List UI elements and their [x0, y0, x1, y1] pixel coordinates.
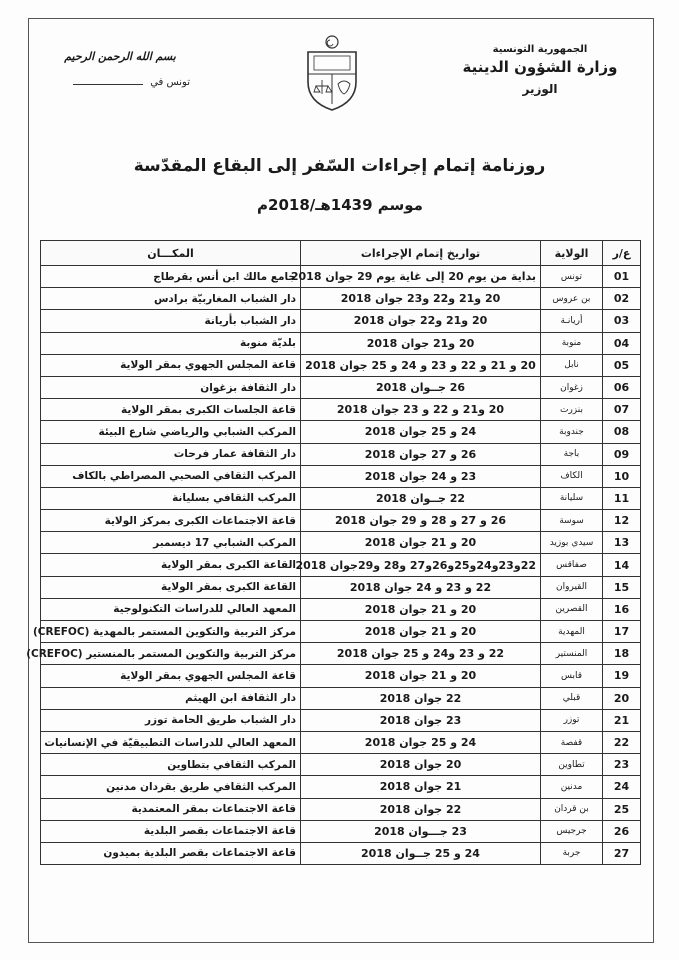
table-row: [41, 354, 641, 376]
governorate-cell: مدنين: [541, 776, 603, 798]
table-row: [41, 687, 641, 709]
governorate-cell: نابل: [541, 354, 603, 376]
table-row: [41, 598, 641, 620]
row-number: 09: [603, 443, 641, 465]
row-number: 08: [603, 421, 641, 443]
row-number: 05: [603, 354, 641, 376]
office-label: الوزير: [522, 82, 558, 96]
place-date-line: [50, 77, 190, 88]
dates-cell: 21 جوان 2018: [301, 776, 541, 798]
dates-cell: 22 جــوان 2018: [301, 487, 541, 509]
table-row: [41, 820, 641, 842]
governorate-cell: بن قردان: [541, 798, 603, 820]
table-row: [41, 731, 641, 753]
governorate-cell: منوبة: [541, 332, 603, 354]
row-number: 12: [603, 510, 641, 532]
place-cell: مركز التربية والتكوين المستمر بالمهدية (CREFOC): [41, 621, 301, 643]
table-row: [41, 376, 641, 398]
governorate-cell: جربة: [541, 842, 603, 864]
row-number: 21: [603, 709, 641, 731]
place-cell: قاعة الاجتماعات الكبرى بمركز الولاية: [41, 510, 301, 532]
table-row: [41, 576, 641, 598]
table-row: [41, 665, 641, 687]
governorate-cell: القيروان: [541, 576, 603, 598]
place-cell: دار الشباب المغاربيّة برادس: [41, 288, 301, 310]
dates-cell: 20 و 21 جوان 2018: [301, 621, 541, 643]
row-number: 11: [603, 487, 641, 509]
governorate-cell: القصرين: [541, 598, 603, 620]
dates-cell: 24 و 25 جوان 2018: [301, 421, 541, 443]
table-row: [41, 332, 641, 354]
place-cell: القاعة الكبرى بمقر الولاية: [41, 554, 301, 576]
dates-cell: 22 جوان 2018: [301, 798, 541, 820]
place-cell: قاعة الاجتماعات بقصر البلدية: [41, 820, 301, 842]
ministry-label: وزارة الشؤون الدينية: [462, 58, 618, 76]
place-cell: دار الثقافة ابن الهيثم: [41, 687, 301, 709]
place-cell: قاعة الجلسات الكبرى بمقر الولاية: [41, 399, 301, 421]
table-row: [41, 842, 641, 864]
table-row: [41, 798, 641, 820]
governorate-cell: قفصة: [541, 731, 603, 753]
governorate-cell: المهدية: [541, 621, 603, 643]
dates-cell: 24 و 25 جوان 2018: [301, 731, 541, 753]
date-blank-line: [73, 84, 143, 85]
dates-cell: 20 و 21 و 22 و 23 و 24 و 25 جوان 2018: [301, 354, 541, 376]
dates-cell: 20 و 21 جوان 2018: [301, 598, 541, 620]
governorate-cell: الكاف: [541, 465, 603, 487]
table-row: [41, 487, 641, 509]
place-cell: بلديّة منوبة: [41, 332, 301, 354]
place-cell: المركب الشبابي 17 ديسمبر: [41, 532, 301, 554]
dates-cell: بداية من يوم 20 إلى غاية يوم 29 جوان 2018: [301, 266, 541, 288]
governorate-cell: جندوبة: [541, 421, 603, 443]
table-row: [41, 310, 641, 332]
table-header-row: [41, 241, 641, 266]
dates-cell: 22 و 23 و24 و 25 جوان 2018: [301, 643, 541, 665]
table-row: [41, 621, 641, 643]
letterhead-ministry: [455, 44, 625, 96]
row-number: 01: [603, 266, 641, 288]
row-number: 02: [603, 288, 641, 310]
table-row: [41, 754, 641, 776]
dates-cell: 22 و 23 و 24 جوان 2018: [301, 576, 541, 598]
governorate-cell: سليانة: [541, 487, 603, 509]
row-number: 14: [603, 554, 641, 576]
place-cell: قاعة الاجتماعات بقصر البلدية بميدون: [41, 842, 301, 864]
governorate-cell: المنستير: [541, 643, 603, 665]
header-governorate: الولاية: [541, 241, 603, 266]
table-row: [41, 776, 641, 798]
dates-cell: 20 و21 جوان 2018: [301, 332, 541, 354]
place-cell: دار الشباب طريق الحامة توزر: [41, 709, 301, 731]
place-cell: القاعة الكبرى بمقر الولاية: [41, 576, 301, 598]
row-number: 19: [603, 665, 641, 687]
row-number: 26: [603, 820, 641, 842]
dates-cell: 20 و21 و22 و23 جوان 2018: [301, 288, 541, 310]
place-cell: المعهد العالي للدراسات التكنولوجية: [41, 598, 301, 620]
governorate-cell: باجة: [541, 443, 603, 465]
republic-label: الجمهورية التونسية: [492, 44, 588, 55]
governorate-cell: تطاوين: [541, 754, 603, 776]
document-subtitle: موسم 1439هـ/2018م: [257, 196, 423, 214]
governorate-cell: قبلي: [541, 687, 603, 709]
table-row: [41, 465, 641, 487]
row-number: 23: [603, 754, 641, 776]
place-cell: قاعة المجلس الجهوي بمقر الولاية: [41, 665, 301, 687]
governorate-cell: زغوان: [541, 376, 603, 398]
header-num: ع/ر: [603, 241, 641, 266]
governorate-cell: توزر: [541, 709, 603, 731]
row-number: 06: [603, 376, 641, 398]
governorate-cell: بنزرت: [541, 399, 603, 421]
row-number: 16: [603, 598, 641, 620]
dates-cell: 23 و 24 جوان 2018: [301, 465, 541, 487]
document-title: روزنامة إتمام إجراءات السّفر إلى البقاع المقدّسة: [133, 156, 546, 176]
place-cell: المركب الشبابي والرياضي شارع البيئة: [41, 421, 301, 443]
table-row: [41, 554, 641, 576]
dates-cell: 20 جوان 2018: [301, 754, 541, 776]
dates-cell: 20 و 21 جوان 2018: [301, 532, 541, 554]
row-number: 10: [603, 465, 641, 487]
table-row: [41, 532, 641, 554]
table-row: [41, 266, 641, 288]
governorate-cell: سيدي بوزيد: [541, 532, 603, 554]
coat-of-arms-icon: [300, 34, 364, 112]
row-number: 13: [603, 532, 641, 554]
table-row: [41, 709, 641, 731]
place-cell: قاعة الاجتماعات بمقر المعتمدية: [41, 798, 301, 820]
row-number: 22: [603, 731, 641, 753]
dates-cell: 22و23و24و25و26و27 و28 و29جوان 2018: [301, 554, 541, 576]
place-cell: مركز التربية والتكوين المستمر بالمنستير (CREFOC): [41, 643, 301, 665]
governorate-cell: قابس: [541, 665, 603, 687]
place-cell: دار الثقافة عمار فرحات: [41, 443, 301, 465]
row-number: 15: [603, 576, 641, 598]
place-cell: المركب الثقافي بتطاوين: [41, 754, 301, 776]
place-cell: قاعة المجلس الجهوي بمقر الولاية: [41, 354, 301, 376]
governorate-cell: سوسة: [541, 510, 603, 532]
place-cell: المركب الثقافي بسليانة: [41, 487, 301, 509]
table-row: [41, 443, 641, 465]
table-row: [41, 288, 641, 310]
table-row: [41, 510, 641, 532]
place-cell: المركب الثقافي الصحبي المصراطي بالكاف: [41, 465, 301, 487]
place-date-label: تونس في: [150, 77, 190, 88]
table-row: [41, 421, 641, 443]
dates-cell: 26 جــوان 2018: [301, 376, 541, 398]
row-number: 03: [603, 310, 641, 332]
table-row: [41, 643, 641, 665]
row-number: 24: [603, 776, 641, 798]
dates-cell: 23 جـــوان 2018: [301, 820, 541, 842]
letterhead-basmala: [50, 50, 190, 88]
row-number: 07: [603, 399, 641, 421]
row-number: 18: [603, 643, 641, 665]
dates-cell: 23 جوان 2018: [301, 709, 541, 731]
row-number: 20: [603, 687, 641, 709]
row-number: 17: [603, 621, 641, 643]
dates-cell: 20 و21 و22 جوان 2018: [301, 310, 541, 332]
table-row: [41, 399, 641, 421]
dates-cell: 26 و 27 جوان 2018: [301, 443, 541, 465]
place-cell: المعهد العالي للدراسات التطبيقيّة في الإنسانيات: [41, 731, 301, 753]
header-place: المكـــان: [41, 241, 301, 266]
governorate-cell: صفاقس: [541, 554, 603, 576]
place-cell: المركب الثقافي طريق بقردان مدنين: [41, 776, 301, 798]
dates-cell: 22 جوان 2018: [301, 687, 541, 709]
dates-cell: 20 و21 و 22 و 23 جوان 2018: [301, 399, 541, 421]
dates-cell: 26 و 27 و 28 و 29 جوان 2018: [301, 510, 541, 532]
place-cell: جامع مالك ابن أنس بقرطاج: [41, 266, 301, 288]
header-dates: تواريخ إتمام الإجراءات: [301, 241, 541, 266]
row-number: 27: [603, 842, 641, 864]
row-number: 25: [603, 798, 641, 820]
basmala-text: بسم الله الرحمن الرحيم: [64, 50, 176, 63]
place-cell: دار الثقافة بزغوان: [41, 376, 301, 398]
governorate-cell: جرجيس: [541, 820, 603, 842]
governorate-cell: بن عروس: [541, 288, 603, 310]
governorate-cell: أريانـة: [541, 310, 603, 332]
schedule-table: [26, 240, 641, 865]
place-cell: دار الشباب بأريانة: [41, 310, 301, 332]
dates-cell: 24 و 25 جــوان 2018: [301, 842, 541, 864]
governorate-cell: تونس: [541, 266, 603, 288]
dates-cell: 20 و 21 جوان 2018: [301, 665, 541, 687]
row-number: 04: [603, 332, 641, 354]
